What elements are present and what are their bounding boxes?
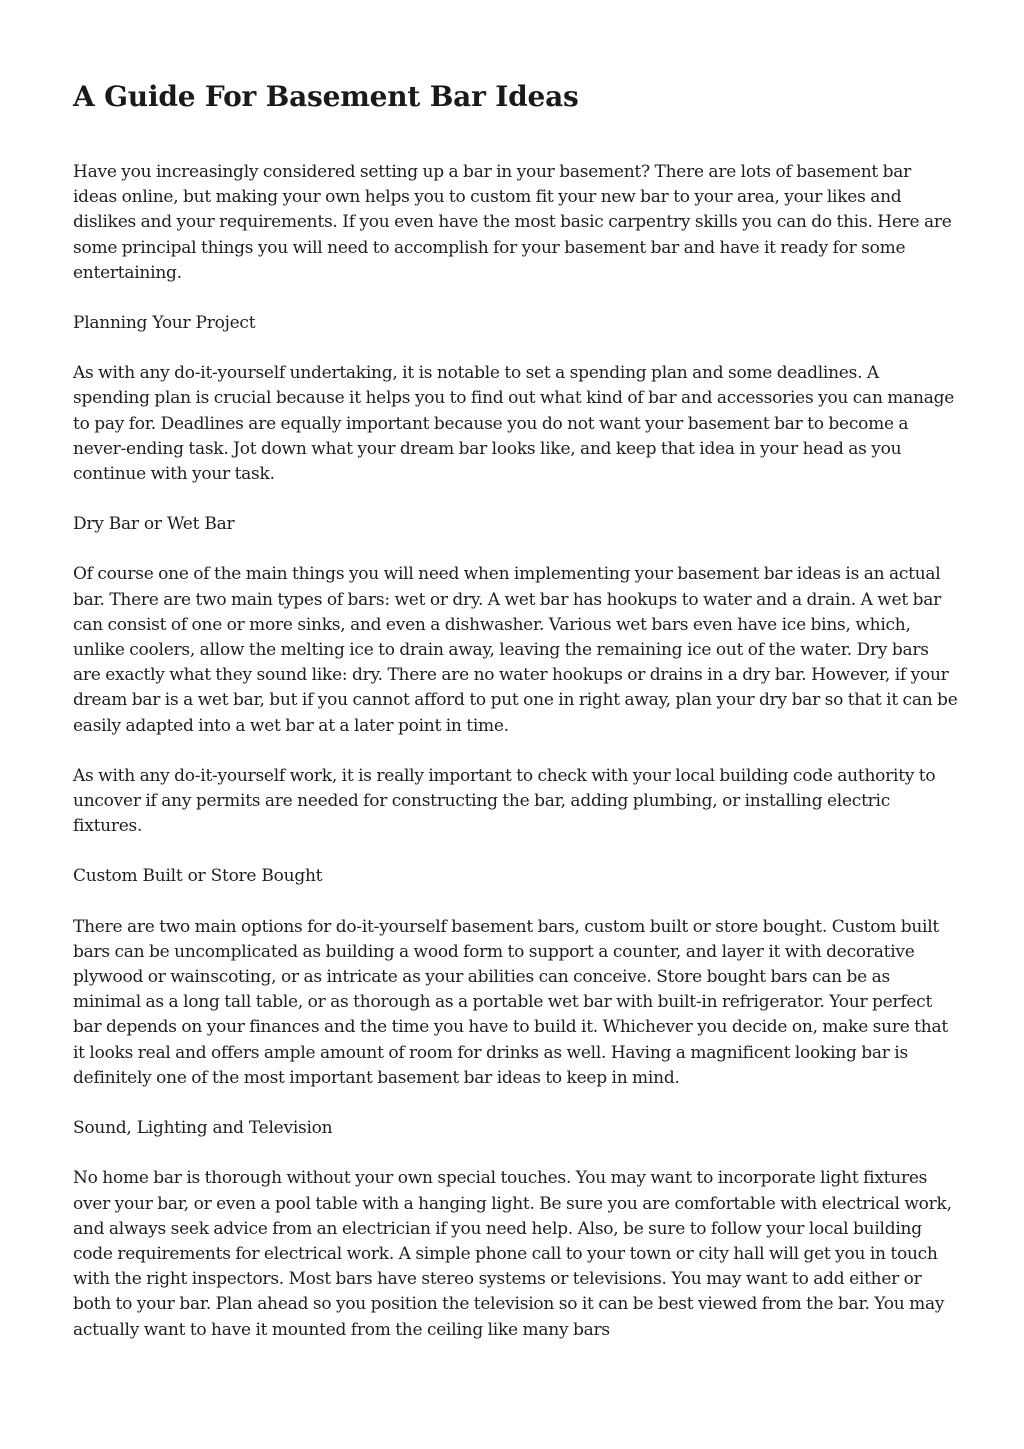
section-heading-dry-wet-bar: Dry Bar or Wet Bar	[73, 514, 235, 535]
paragraph-dry-wet-bar: Of course one of the main things you will need when implementing your basement bar ideas is an actual bar. There are two main types of bars: wet or dry. A wet bar has hookups to water and a drain. A wet bar can consist of one or more sinks, and even a dishwasher. Various wet bars even have ice bins, which, unlike coolers, allow the melting ice to drain away, leaving the remaining ice out of the water. Dry bars are exactly what they sound like: dry. There are no water hookups or drains in a dry bar. However, if your dream bar is a wet bar, but if you cannot afford to put one in right away, plan your dry bar so that it can be easily adapted into a wet bar at a later point in time.	[73, 564, 958, 736]
section-heading-custom-store: Custom Built or Store Bought	[73, 866, 323, 887]
document-title: A Guide For Basement Bar Ideas	[73, 80, 579, 113]
paragraph-planning: As with any do-it-yourself undertaking, it is notable to set a spending plan and some deadlines. A spending plan is crucial because it helps you to find out what kind of bar and accessories you can manage to pay for. Deadlines are equally important because you do not want your basement bar to become a never-ending task. Jot down what your dream bar looks like, and keep that idea in your head as you continue with your task.	[73, 363, 955, 485]
section-heading-sound-lighting: Sound, Lighting and Television	[73, 1118, 333, 1139]
document-page	[73, 78, 958, 1368]
paragraph-custom-store: There are two main options for do-it-yourself basement bars, custom built or store bought. Custom built bars can be uncomplicated as building a wood form to support a counter, and layer it with decorative plywood or wainscoting, or as intricate as your abilities can conceive. Store bought bars can be as minimal as a long tall table, or as thorough as a portable wet bar with built-in refrigerator. Your perfect bar depends on your finances and the time you have to build it. Whichever you decide on, make sure that it looks real and offers ample amount of room for drinks as well. Having a magnificent looking bar is definitely one of the most important basement bar ideas to keep in mind.	[73, 916, 948, 1088]
paragraph-sound-lighting: No home bar is thorough without your own special touches. You may want to incorporate light fixtures over your bar, or even a pool table with a hanging light. Be sure you are comfortable with electrical work, and always seek advice from an electrician if you need help. Also, be sure to follow your local building code requirements for electrical work. A simple phone call to your town or city hall will get you in touch with the right inspectors. Most bars have stereo systems or televisions. You may want to add either or both to your bar. Plan ahead so you position the television so it can be best viewed from the bar. You may actually want to have it mounted from the ceiling like many bars	[73, 1168, 952, 1340]
paragraph-intro: Have you increasingly considered setting up a bar in your basement? There are lots of basement bar ideas online, but making your own helps you to custom fit your new bar to your area, your likes and dislikes and your requirements. If you even have the most basic carpentry skills you can do this. Here are some principal things you will need to accomplish for your basement bar and have it ready for some entertaining.	[73, 162, 952, 283]
paragraph-permits: As with any do-it-yourself work, it is really important to check with your local building code authority to uncover if any permits are needed for constructing the bar, adding plumbing, or installing electric fixtures.	[73, 765, 936, 837]
section-heading-planning: Planning Your Project	[73, 313, 256, 334]
